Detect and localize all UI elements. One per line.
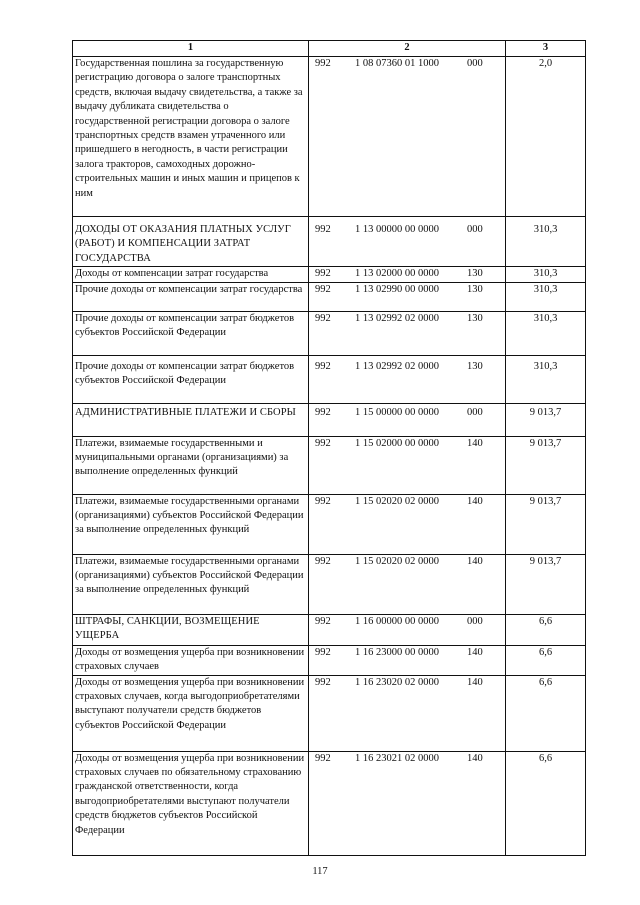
admin-code: 992	[315, 360, 331, 372]
row-sum: 6,6	[506, 614, 586, 645]
kosgu-code: 000	[467, 58, 483, 69]
row-name: Платежи, взимаемые государственными органами (организациями) субъектов Российской Федерации за выполнение определенных функций	[73, 494, 309, 554]
table-row	[73, 554, 586, 614]
kbk-code: 1 15 00000 00 0000	[355, 406, 439, 418]
row-code	[309, 614, 506, 645]
row-code	[309, 217, 506, 267]
row-sum: 310,3	[506, 217, 586, 267]
row-code	[309, 282, 506, 311]
admin-code: 992	[315, 268, 331, 280]
kosgu-code: 140	[467, 676, 483, 688]
kbk-code: 1 08 07360 01 1000	[355, 58, 439, 69]
admin-code: 992	[315, 615, 331, 627]
kosgu-code: 000	[467, 615, 483, 627]
header-row	[73, 41, 586, 57]
row-name: Прочие доходы от компенсации затрат бюджетов субъектов Российской Федерации	[73, 355, 309, 403]
table-row	[73, 751, 586, 855]
row-name: Доходы от возмещения ущерба при возникновении страховых случаев	[73, 645, 309, 675]
table-row	[73, 217, 586, 267]
row-code	[309, 267, 506, 282]
row-code	[309, 355, 506, 403]
kbk-code: 1 16 23020 02 0000	[355, 676, 439, 688]
kbk-code: 1 16 23000 00 0000	[355, 646, 439, 658]
row-name: ШТРАФЫ, САНКЦИИ, ВОЗМЕЩЕНИЕ УЩЕРБА	[73, 614, 309, 645]
row-sum: 310,3	[506, 282, 586, 311]
table-row	[73, 645, 586, 675]
table-row	[73, 436, 586, 494]
row-sum: 310,3	[506, 267, 586, 282]
column-header-1: 1	[73, 41, 309, 57]
row-name: Доходы от возмещения ущерба при возникновении страховых случаев по обязательному страхованию гражданской ответственности, когда выгодоприобретателями выступают получатели средств бюджетов субъектов Российской Федерации	[73, 751, 309, 855]
row-code	[309, 554, 506, 614]
table-row	[73, 355, 586, 403]
row-code	[309, 675, 506, 751]
kbk-code: 1 13 02992 02 0000	[355, 360, 439, 372]
kbk-code: 1 15 02000 00 0000	[355, 437, 439, 449]
kosgu-code: 140	[467, 437, 483, 449]
table-row	[73, 267, 586, 282]
kosgu-code: 140	[467, 752, 483, 764]
admin-code: 992	[315, 58, 331, 69]
row-sum: 9 013,7	[506, 494, 586, 554]
row-name: Платежи, взимаемые государственными и муниципальными органами (организациями) за выполнение определенных функций	[73, 436, 309, 494]
admin-code: 992	[315, 224, 331, 235]
budget-revenue-table	[72, 40, 586, 856]
kbk-code: 1 13 00000 00 0000	[355, 224, 439, 235]
row-sum: 2,0	[506, 57, 586, 217]
kbk-code: 1 13 02000 00 0000	[355, 268, 439, 280]
kosgu-code: 000	[467, 224, 483, 235]
row-sum: 9 013,7	[506, 403, 586, 436]
kosgu-code: 130	[467, 268, 483, 280]
kosgu-code: 140	[467, 495, 483, 507]
table-row	[73, 494, 586, 554]
row-name: ДОХОДЫ ОТ ОКАЗАНИЯ ПЛАТНЫХ УСЛУГ (РАБОТ) И КОМПЕНСАЦИИ ЗАТРАТ ГОСУДАРСТВА	[73, 217, 309, 267]
row-name: Платежи, взимаемые государственными органами (организациями) субъектов Российской Федерации за выполнение определенных функций	[73, 554, 309, 614]
admin-code: 992	[315, 437, 331, 449]
kosgu-code: 000	[467, 406, 483, 418]
admin-code: 992	[315, 283, 331, 295]
kbk-code: 1 15 02020 02 0000	[355, 495, 439, 507]
row-sum: 6,6	[506, 675, 586, 751]
row-code	[309, 645, 506, 675]
table-row	[73, 282, 586, 311]
kbk-code: 1 16 00000 00 0000	[355, 615, 439, 627]
row-sum: 9 013,7	[506, 436, 586, 494]
column-header-3: 3	[506, 41, 586, 57]
row-code	[309, 436, 506, 494]
row-name: Доходы от компенсации затрат государства	[73, 267, 309, 282]
kosgu-code: 130	[467, 360, 483, 372]
row-code	[309, 57, 506, 217]
kosgu-code: 140	[467, 646, 483, 658]
kosgu-code: 130	[467, 283, 483, 295]
row-name: Прочие доходы от компенсации затрат бюджетов субъектов Российской Федерации	[73, 311, 309, 355]
kbk-code: 1 16 23021 02 0000	[355, 752, 439, 764]
table-row	[73, 614, 586, 645]
row-code	[309, 403, 506, 436]
table-row	[73, 57, 586, 217]
row-sum: 310,3	[506, 355, 586, 403]
page-number: 117	[312, 866, 328, 877]
row-name: Прочие доходы от компенсации затрат государства	[73, 282, 309, 311]
table-row	[73, 675, 586, 751]
kosgu-code: 140	[467, 555, 483, 567]
admin-code: 992	[315, 495, 331, 507]
admin-code: 992	[315, 646, 331, 658]
admin-code: 992	[315, 312, 331, 324]
kbk-code: 1 13 02990 00 0000	[355, 283, 439, 295]
row-sum: 310,3	[506, 311, 586, 355]
kbk-code: 1 15 02020 02 0000	[355, 555, 439, 567]
table-row	[73, 403, 586, 436]
row-code	[309, 311, 506, 355]
row-name: АДМИНИСТРАТИВНЫЕ ПЛАТЕЖИ И СБОРЫ	[73, 403, 309, 436]
table-row	[73, 311, 586, 355]
row-sum: 9 013,7	[506, 554, 586, 614]
admin-code: 992	[315, 676, 331, 688]
row-code	[309, 494, 506, 554]
row-name: Государственная пошлина за государственную регистрацию договора о залоге транспортных средств, включая выдачу свидетельства, а также за выдачу дубликата свидетельства о государственной регистрации договора о залоге транспортных средств взамен утраченного или пришедшего в негодность, в части регистрации залога тракторов, самоходных дорожно- строительных машин и иных машин и прицепов к ним	[73, 57, 309, 217]
row-sum: 6,6	[506, 645, 586, 675]
kosgu-code: 130	[467, 312, 483, 324]
admin-code: 992	[315, 752, 331, 764]
kbk-code: 1 13 02992 02 0000	[355, 312, 439, 324]
admin-code: 992	[315, 406, 331, 418]
column-header-2: 2	[309, 41, 506, 57]
row-name: Доходы от возмещения ущерба при возникновении страховых случаев, когда выгодоприобретателями выступают получатели средств бюджетов субъектов Российской Федерации	[73, 675, 309, 751]
admin-code: 992	[315, 555, 331, 567]
row-sum: 6,6	[506, 751, 586, 855]
row-code	[309, 751, 506, 855]
